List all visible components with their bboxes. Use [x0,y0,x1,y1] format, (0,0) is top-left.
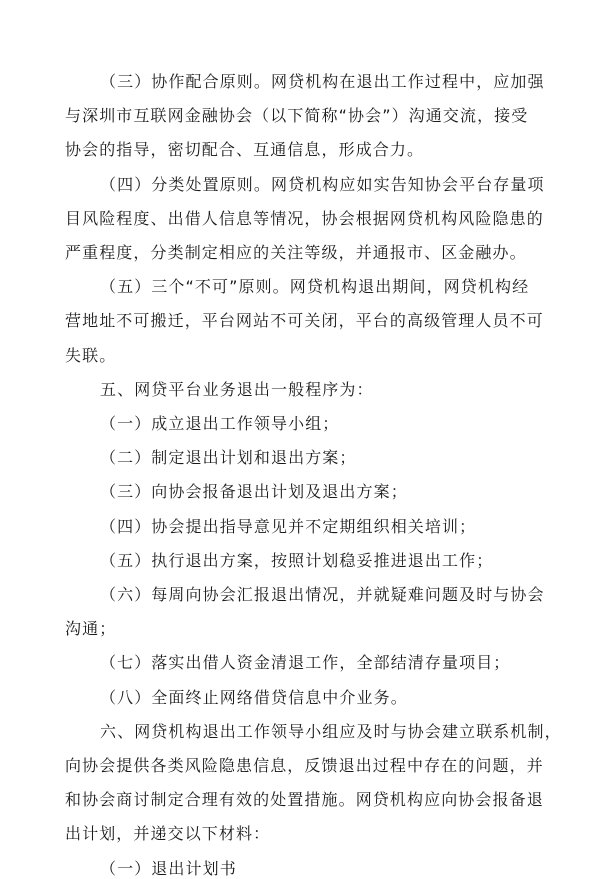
text-line: 失联。 [65,345,117,365]
text-line: 严重程度，分类制定相应的关注等级，并通报市、区金融办。 [65,243,527,262]
list-item-continuation: 沟通； [65,619,117,639]
list-item: （七）落实出借人资金清退工作，全部结清存量项目； [100,653,511,673]
text-line: 营地址不可搬迁，平台网站不可关闭，平台的高级管理人员不可 [65,311,544,331]
list-item: （三）向协会报备退出计划及退出方案； [100,482,408,502]
list-item: （八）全面终止网络借贷信息中介业务。 [100,687,408,707]
list-item: （二）制定退出计划和退出方案； [100,448,357,468]
text-line: （四）分类处置原则。网贷机构应如实告知协会平台存量项 [100,174,545,194]
section-heading: 五、网贷平台业务退出一般程序为： [100,379,374,399]
list-item: （一）成立退出工作领导小组； [100,414,340,433]
text-line: 目风险程度、出借人信息等情况，协会根据网贷机构风险隐患的 [65,208,544,228]
text-line: 与深圳市互联网金融协会（以下简称“协会”）沟通交流，接受 [65,106,529,126]
text-line: 和协会商讨制定合理有效的处置措施。网贷机构应向协会报备退 [65,790,544,810]
text-line: （五）三个“不可”原则。网贷机构退出期间，网贷机构经 [100,277,530,297]
text-line: （三）协作配合原则。网贷机构在退出工作过程中，应加强 [100,72,545,91]
text-line: 出计划，并递交以下材料： [65,824,271,844]
section-heading: 六、网贷机构退出工作领导小组应及时与协会建立联系机制， [100,721,562,741]
text-line: 协会的指导，密切配合、互通信息，形成合力。 [65,140,425,160]
list-item: （一）退出计划书 [100,858,237,878]
text-line: 向协会提供各类风险隐患信息，反馈退出过程中存在的问题，并 [65,756,544,775]
list-item: （五）执行退出方案，按照计划稳妥推进退出工作； [100,550,494,570]
list-item: （六）每周向协会汇报退出情况，并就疑难问题及时与协会 [100,585,545,604]
list-item: （四）协会提出指导意见并不定期组织相关培训； [100,516,477,536]
